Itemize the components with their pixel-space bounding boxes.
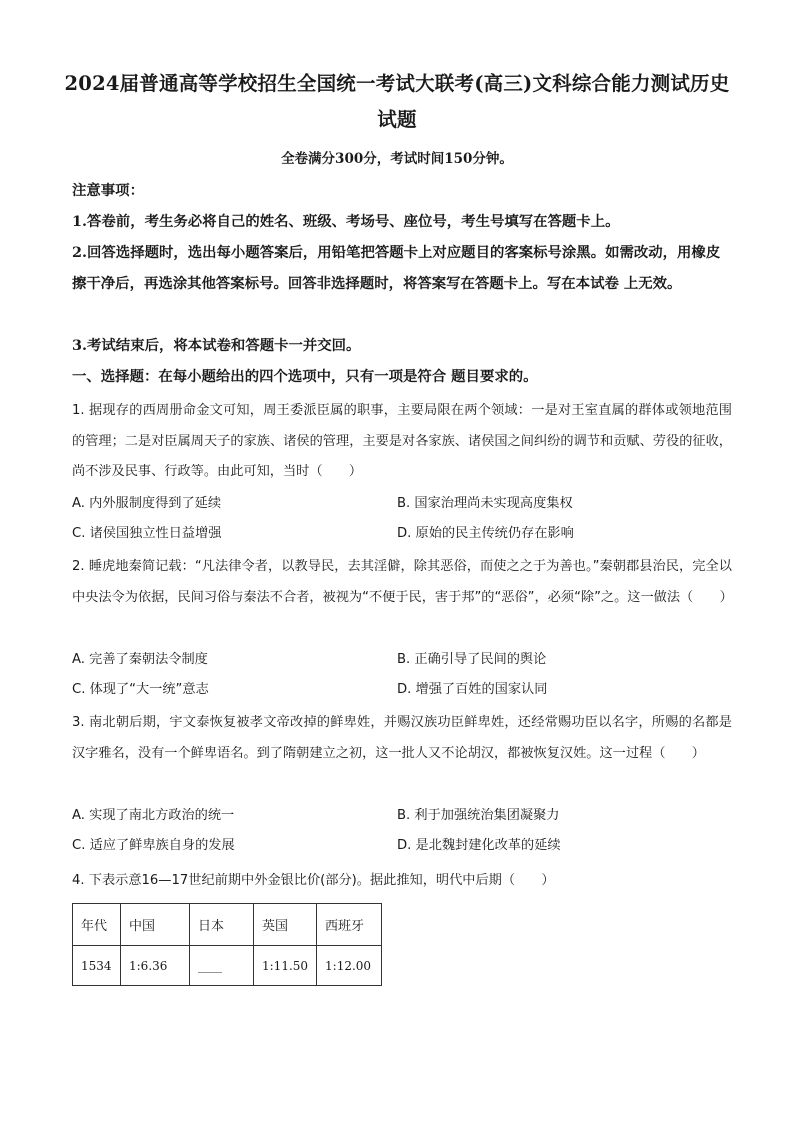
question-4-stem: 4. 下表示意16—17世纪前期中外金银比价(部分)。据此推知，明代中后期（ ） [72,873,555,888]
question-3-option-d: D. 是北魏封建化改革的延续 [397,838,561,853]
table-cell: 1:11.50 [254,946,317,986]
question-3-option-a: A. 实现了南北方政治的统一 [72,808,235,823]
question-2-option-c: C. 体现了“大一统”意志 [72,682,209,697]
question-1-option-d: D. 原始的民主传统仍存在影响 [397,526,574,541]
table-header-cell: 英国 [254,904,317,946]
exam-subtitle: 全卷满分300分，考试时间150分钟。 [281,151,513,167]
notice-heading: 注意事项： [72,182,144,199]
section-heading: 一、选择题：在每小题给出的四个选项中，只有一项是符合 题目要求的。 [72,368,538,385]
question-3-stem: 3. 南北朝后期，宇文泰恢复被孝文帝改掉的鲜卑姓，并赐汉族功臣鲜卑姓，还经常赐功臣以名字，所赐的名都是汉字雅名，没有一个鲜卑语名。到了隋朝建立之初，这一批人又不论胡汉，都被恢复汉姓。这一过程（ ） [72,715,732,761]
gold-silver-ratio-table [72,903,382,986]
question-3-option-b: B. 利于加强统治集团凝聚力 [397,808,560,823]
table-header-row [73,904,382,946]
table-header-cell: 年代 [73,904,121,946]
question-3-option-c: C. 适应了鲜卑族自身的发展 [72,838,235,853]
notice-item-1: 1.答卷前，考生务必将自己的姓名、班级、考场号、座位号，考生号填写在答题卡上。 [72,213,620,230]
table-header-cell: 日本 [190,904,254,946]
table-header-cell: 西班牙 [317,904,382,946]
table-header-cell: 中国 [121,904,190,946]
question-1-option-c: C. 诸侯国独立性日益增强 [72,526,222,541]
question-2-option-b: B. 正确引导了民间的舆论 [397,652,547,667]
question-2-option-d: D. 增强了百姓的国家认同 [397,682,548,697]
question-1-stem: 1. 据现存的西周册命金文可知，周王委派臣属的职事，主要局限在两个领域：一是对王室直属的群体或领地范围的管理；二是对臣属周天子的家族、诸侯的管理，主要是对各家族、诸侯国之间纠纷的调节和贡赋、劳役的征收，尚不涉及民事、行政等。由此可知，当时（ ） [72,403,732,479]
table-cell: 1:6.36 [121,946,190,986]
table-row [73,946,382,986]
notice-item-3: 3.考试结束后，将本试卷和答题卡一并交回。 [72,337,361,354]
question-2-stem: 2. 睡虎地秦简记载：“凡法律令者，以教导民，去其淫僻，除其恶俗，而使之之于为善也。”秦朝郡县治民，完全以中央法令为依据，民间习俗与秦法不合者，被视为“不便于民，害于邦”的“恶俗”，必须“除”之。这一做法（ ） [72,559,733,605]
table-cell: ____ [190,946,254,986]
table-cell: 1534 [73,946,121,986]
table-cell: 1:12.00 [317,946,382,986]
question-1-option-b: B. 国家治理尚未实现高度集权 [397,496,573,511]
exam-title: 2024届普通高等学校招生全国统一考试大联考(高三)文科综合能力测试历史试题 [64,72,730,131]
notice-item-2: 2.回答选择题时，选出每小题答案后，用铅笔把答题卡上对应题目的客案标号涂黑。如需改动，用橡皮擦干净后，再选涂其他答案标号。回答非选择题时，将答案写在答题卡上。写在本试卷 上无效。 [72,244,721,292]
question-2-option-a: A. 完善了秦朝法令制度 [72,652,208,667]
question-1-option-a: A. 内外服制度得到了延续 [72,496,222,511]
